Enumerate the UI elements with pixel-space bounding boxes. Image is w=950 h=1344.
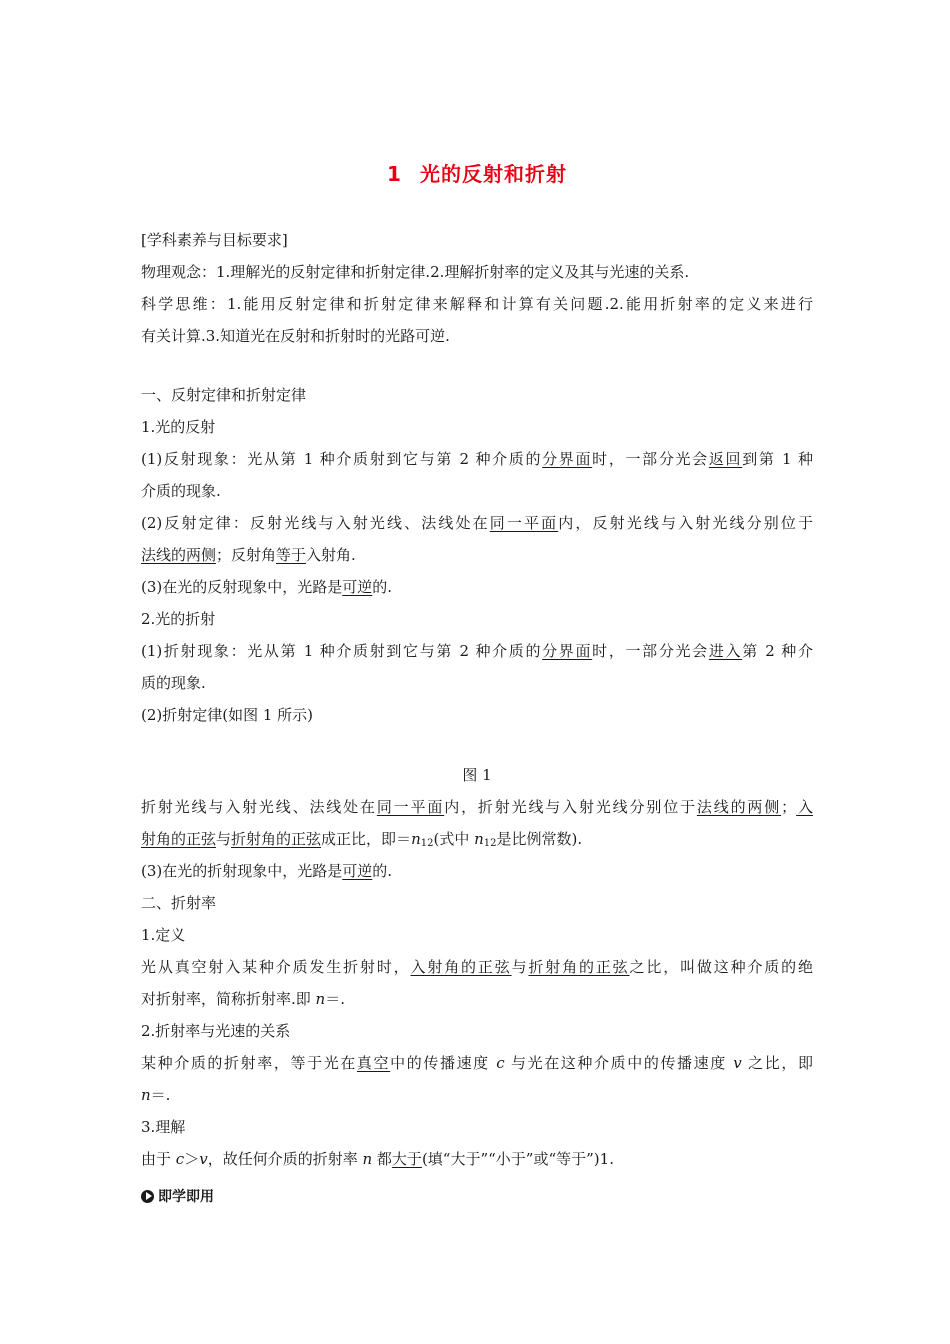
refraction-law-line2	[141, 828, 813, 855]
text-span: 与	[216, 830, 232, 848]
speed-line1	[141, 1052, 813, 1074]
text-span: 光从真空射入某种介质发生折射时，	[141, 958, 411, 976]
refraction-reversible	[141, 860, 813, 882]
text-span: ＞	[184, 1150, 200, 1168]
text-span: 的.	[372, 578, 393, 596]
text-span: 到第 1 种	[742, 450, 813, 468]
var-n: n	[411, 830, 421, 848]
var-v: v	[199, 1150, 208, 1168]
answer-same-plane: 同一平面	[376, 798, 445, 816]
text-span: ，故任何介质的折射率	[207, 1150, 363, 1168]
reflection-law-line2	[141, 544, 813, 566]
var-n: n	[141, 1086, 151, 1104]
refraction-phenomenon-line1	[141, 640, 813, 662]
text-span: ；	[781, 798, 797, 816]
text-span: 内，反射光线与入射光线分别位于	[558, 514, 813, 532]
speed-heading: 2.折射率与光速的关系	[141, 1022, 291, 1040]
text-span: 由于	[141, 1150, 176, 1168]
refraction-law-line1	[141, 796, 813, 818]
text-span: (1)折射现象：光从第 1 种介质射到它与第 2 种介质的	[141, 642, 543, 660]
definition-heading: 1.定义	[141, 926, 186, 944]
goals-science-thinking-line1: 科学思维：1.能用反射定律和折射定律来解释和计算有关问题.2.能用折射率的定义来进行	[141, 295, 813, 313]
title-text: 光的反射和折射	[419, 162, 567, 186]
answer-both-sides: 法线的两侧	[696, 798, 782, 816]
answer-enter: 进入	[708, 642, 743, 660]
page-title	[141, 158, 813, 187]
var-c: c	[175, 1150, 185, 1168]
text-span: 中的传播速度	[390, 1054, 497, 1072]
play-circle-icon	[141, 1190, 154, 1203]
var-n: n	[474, 830, 484, 848]
answer-reversible: 可逆	[342, 862, 373, 880]
definition-line1	[141, 956, 813, 978]
refraction-heading: 2.光的折射	[141, 610, 216, 628]
text-span: 时，一部分光会	[592, 642, 709, 660]
practice-section-marker	[141, 1186, 214, 1206]
text-span: 都	[372, 1150, 392, 1168]
answer-equal: 等于	[276, 546, 307, 564]
text-span: 与	[511, 958, 529, 976]
text-span: 折射光线与入射光线、法线处在	[141, 798, 377, 816]
answer-vacuum: 真空	[356, 1054, 391, 1072]
text-span: 入射角.	[306, 546, 356, 564]
text-span: 某种介质的折射率，等于光在	[141, 1054, 357, 1072]
answer-interface: 分界面	[542, 642, 593, 660]
text-span: 是比例常数).	[496, 830, 583, 848]
text-span: (2)反射定律：反射光线与入射光线、法线处在	[141, 514, 490, 532]
answer-incidence-sine: 入	[796, 798, 813, 816]
text-span: 成正比，即＝	[321, 830, 412, 848]
answer-reversible: 可逆	[342, 578, 373, 596]
text-span: 与光在这种介质中的传播速度	[504, 1054, 734, 1072]
reflection-law-line1	[141, 512, 813, 534]
answer-refraction-sine: 折射角的正弦	[231, 830, 322, 848]
refraction-phenomenon-line2: 质的现象.	[141, 674, 206, 692]
var-n: n	[315, 990, 326, 1008]
practice-section-label: 即学即用	[158, 1189, 214, 1205]
text-span: (3)在光的折射现象中，光路是	[141, 862, 343, 880]
text-span: ＝.	[325, 990, 345, 1008]
reflection-reversible	[141, 576, 813, 598]
figure-caption: 图 1	[462, 766, 492, 784]
goals-heading: [学科素养与目标要求]	[141, 231, 288, 249]
var-c: c	[496, 1054, 505, 1072]
refraction-law-heading: (2)折射定律(如图 1 所示)	[141, 706, 314, 724]
var-n: n	[362, 1150, 373, 1168]
part1-heading: 一、反射定律和折射定律	[141, 386, 307, 404]
subscript: 12	[483, 838, 497, 849]
definition-line2	[141, 988, 813, 1010]
understand-line	[141, 1148, 813, 1170]
answer-same-plane: 同一平面	[489, 514, 559, 532]
reflection-phenomenon-line2: 介质的现象.	[141, 482, 221, 500]
reflection-phenomenon-line1	[141, 448, 813, 470]
var-v: v	[733, 1054, 742, 1072]
speed-line2	[141, 1084, 813, 1106]
text-span: (填“大于”“小于”或“等于”)1.	[421, 1150, 614, 1168]
subscript: 12	[420, 838, 434, 849]
text-span: 之比，即	[741, 1054, 813, 1072]
answer-both-sides: 法线的两侧	[141, 546, 217, 564]
text-span: 之比，叫做这种介质的绝	[629, 958, 813, 976]
text-span: 时，一部分光会	[592, 450, 709, 468]
answer-interface: 分界面	[542, 450, 593, 468]
title-number: 1	[387, 162, 402, 186]
text-span: 对折射率，简称折射率.即	[141, 990, 316, 1008]
answer-refraction-sine: 折射角的正弦	[528, 958, 630, 976]
text-span: (3)在光的反射现象中，光路是	[141, 578, 343, 596]
text-span: (式中	[433, 830, 475, 848]
answer-incidence-sine: 射角的正弦	[141, 830, 217, 848]
answer-greater: 大于	[391, 1150, 422, 1168]
text-span: 的.	[372, 862, 393, 880]
text-span: ；反射角	[216, 546, 277, 564]
text-span: 第 2 种介	[742, 642, 813, 660]
answer-return: 返回	[708, 450, 743, 468]
text-span: (1)反射现象：光从第 1 种介质射到它与第 2 种介质的	[141, 450, 543, 468]
answer-incidence-sine: 入射角的正弦	[410, 958, 512, 976]
part2-heading: 二、折射率	[141, 894, 217, 912]
goals-science-thinking-line2: 有关计算.3.知道光在反射和折射时的光路可逆.	[141, 327, 450, 345]
reflection-heading: 1.光的反射	[141, 418, 216, 436]
goals-physics-concept: 物理观念：1.理解光的反射定律和折射定律.2.理解折射率的定义及其与光速的关系.	[141, 263, 690, 281]
understand-heading: 3.理解	[141, 1118, 186, 1136]
text-span: ＝.	[150, 1086, 171, 1104]
text-span: 内，折射光线与入射光线分别位于	[444, 798, 697, 816]
